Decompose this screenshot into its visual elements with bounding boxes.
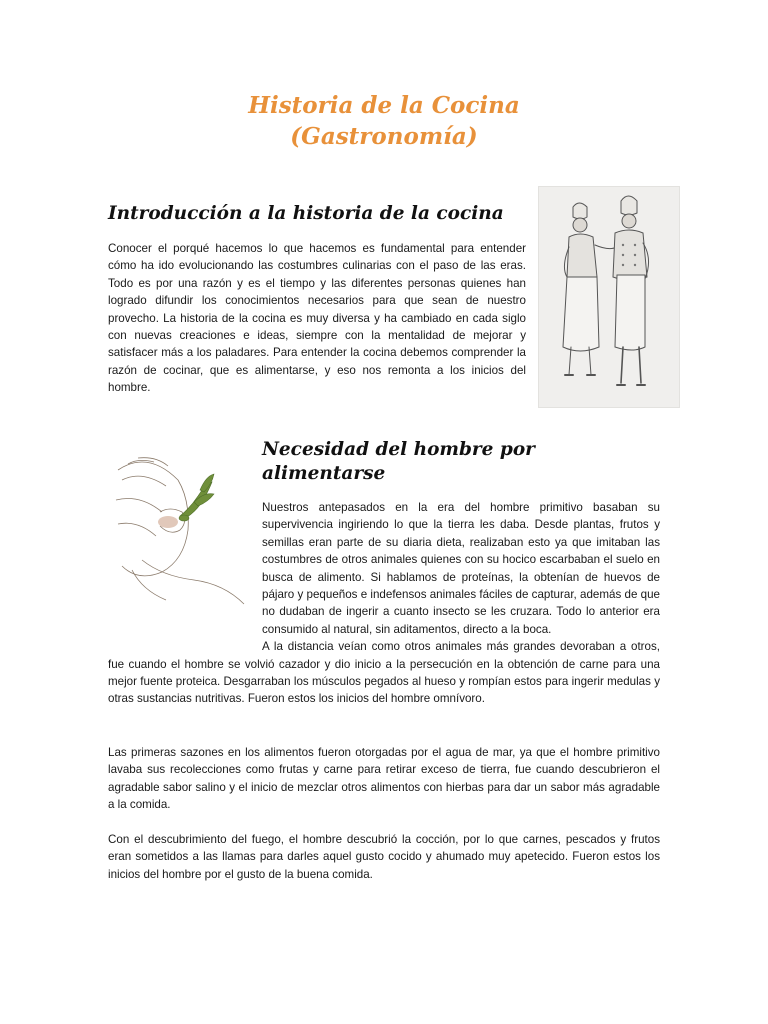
title-line-2: (Gastronomía) [290,123,478,150]
necesidad-paragraph-2: A la distancia veían como otros animales más grandes devoraban a otros, fue cuando el hombre se volvió cazador y dio inicio a la persecución en la obtención de carne para una mejor fuente proteica. Desgarraban los músculos pegados al hueso y rompían estos para ingerir medulas y otras sustancias nutritivas. Fueron estos los inicios del hombre omnívoro. [108,640,660,706]
chefs-illustration [538,186,680,408]
necesidad-heading: Necesidad del hombre por alimentarse [262,439,535,484]
title-line-1: Historia de la Cocina [248,92,520,119]
chefs-drawing [539,187,679,407]
fuego-paragraph: Con el descubrimiento del fuego, el hombre descubrió la cocción, por lo que carnes, pescados y frutos eran sometidos a las llamas para darles aquel gusto cocido y ahumado muy apetecido. Fueron estos los inicios del hombre por el gusto de la buena comida. [108,833,660,881]
necesidad-paragraph-1: Nuestros antepasados en la era del hombre primitivo basaban su supervivencia ingiriendo lo que la tierra les daba. Desde plantas, frutos y semillas eran parte de su diaria dieta, realizaban esto ya que imitaban las costumbres de otros animales quienes con su hocico escarbaban el suelo en busca de alimento. Si hablamos de proteínas, la obtenían de huevos de pájaro y pequeños e indefensos animales fáciles de capturar, además de que no dudaban de ingerir a cuanto insecto se les cruzara. Todo lo anterior era consumido al natural, sin aditamentos, directo a la boca. [262,501,660,636]
float-spacer [108,499,256,647]
document-title [0,90,768,152]
intro-heading: Introducción a la historia de la cocina [108,203,504,224]
necesidad-body [108,499,660,708]
sazones-paragraph: Las primeras sazones en los alimentos fueron otorgadas por el agua de mar, ya que el hombre primitivo lavaba sus recolecciones como frutas y carne para retirar exceso de tierra, fue cuando descubrieron el agradable sabor salino y el inicio de mezclar otros alimentos con hierbas para dar un sabor más agradable a la comida. [108,746,660,812]
intro-paragraph: Conocer el porqué hacemos lo que hacemos es fundamental para entender cómo ha ido evolucionando las costumbres culinarias con el paso de las eras. Todo es por una razón y es el tiempo y las diferentes personas quienes han logrado difundir los conocimientos necesarios para que sean de nuestro provecho. La historia de la cocina es muy diversa y ha cambiado en cada siglo con nuevas creaciones e ideas, siempre con la mentalidad de mejorar y satisfacer más a los paladares. Para entender la cocina debemos comprender la razón de cocinar, que es alimentarse, y eso nos remonta a los inicios del hombre. [108,242,526,395]
